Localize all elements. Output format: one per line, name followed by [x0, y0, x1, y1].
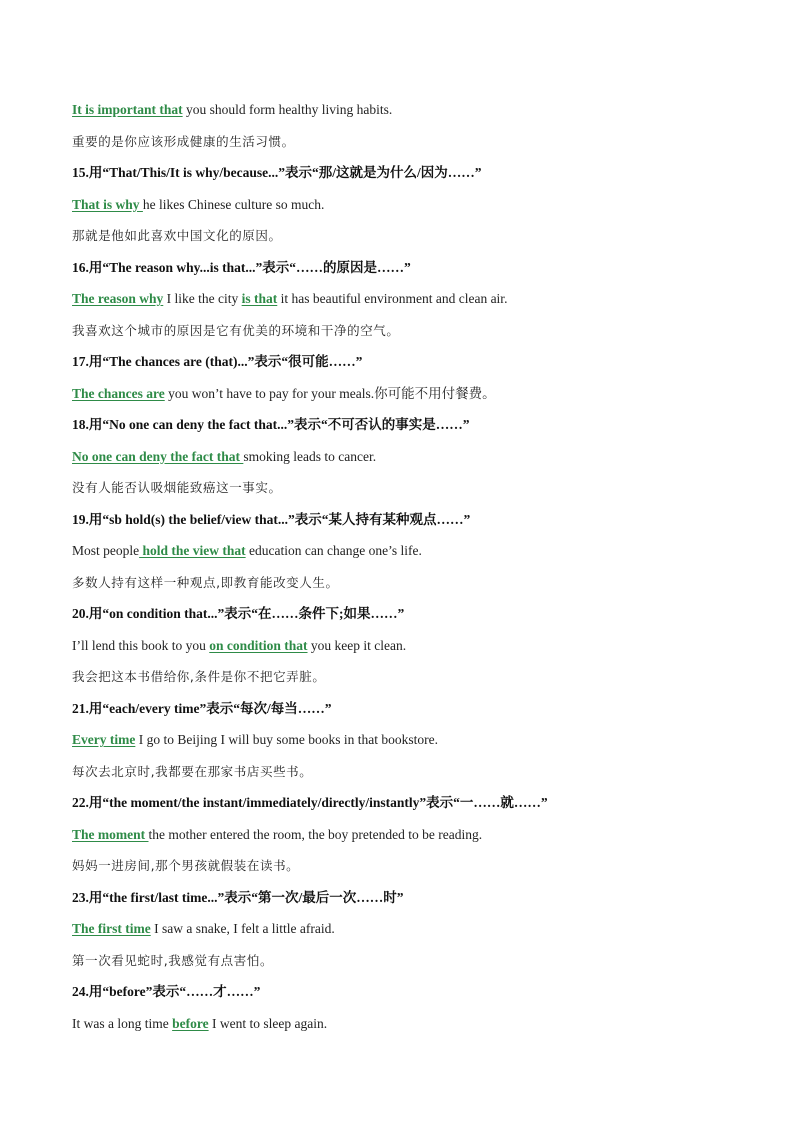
- pattern-heading: 18.用“No one can deny the fact that...”表示“不可否认的事实是……”: [72, 417, 470, 432]
- example-sentence: [72, 448, 732, 466]
- key-phrase: No one can deny the fact that: [72, 448, 244, 464]
- translation: 妈妈一进房间,那个男孩就假装在读书。: [72, 858, 300, 873]
- key-phrase: The first time: [72, 921, 151, 936]
- pattern-heading: 22.用“the moment/the instant/immediately/directly/instantly”表示“一……就……”: [72, 795, 548, 810]
- sentence-text: I like the city: [163, 291, 242, 306]
- example-sentence: [72, 1015, 732, 1033]
- sentence-text: I’ll lend this book to you: [72, 637, 210, 653]
- example-sentence: [72, 731, 732, 749]
- sentence-text: the mother entered the room, the boy pretended to be reading.: [148, 826, 483, 842]
- sentence-text: education can change one’s life.: [245, 543, 422, 558]
- sentence-text: you won’t have to pay for your meals.你可能不用付餐费。: [164, 385, 496, 401]
- translation: 多数人持有这样一种观点,即教育能改变人生。: [72, 574, 339, 590]
- key-phrase: The reason why: [72, 291, 164, 306]
- pattern-heading: 15.用“That/This/It is why/because...”表示“那/这就是为什么/因为……”: [72, 165, 482, 180]
- sentence-text: it has beautiful environment and clean air.: [277, 291, 508, 306]
- translation: 我会把这本书借给你,条件是你不把它弄脏。: [72, 669, 326, 684]
- document-page: [72, 101, 732, 1046]
- sentence-text: Most people: [72, 543, 140, 558]
- pattern-heading: 17.用“The chances are (that)...”表示“很可能……”: [72, 354, 363, 369]
- key-phrase: before: [172, 1015, 209, 1031]
- key-phrase: is that: [241, 291, 278, 306]
- pattern-heading: 19.用“sb hold(s) the belief/view that...”表示“某人持有某种观点……”: [72, 511, 471, 527]
- key-phrase: Every time: [72, 732, 136, 747]
- example-sentence: [72, 637, 732, 655]
- pattern-heading: 23.用“the first/last time...”表示“第一次/最后一次……时”: [72, 889, 404, 905]
- example-sentence: [72, 196, 732, 214]
- key-phrase: The chances are: [72, 385, 165, 401]
- example-sentence: [72, 385, 732, 403]
- sentence-text: I went to sleep again.: [208, 1015, 328, 1031]
- sentence-text: you should form healthy living habits.: [182, 102, 393, 117]
- example-sentence: [72, 920, 732, 938]
- pattern-heading: 16.用“The reason why...is that...”表示“……的原因是……”: [72, 259, 411, 275]
- translation: 我喜欢这个城市的原因是它有优美的环境和干净的空气。: [72, 322, 400, 338]
- example-sentence: [72, 826, 732, 844]
- sentence-text: I saw a snake, I felt a little afraid.: [150, 921, 335, 936]
- translation: 第一次看见蛇时,我感觉有点害怕。: [72, 952, 274, 968]
- sentence-text: you keep it clean.: [307, 637, 407, 653]
- key-phrase: on condition that: [209, 637, 308, 653]
- translation: 那就是他如此喜欢中国文化的原因。: [72, 228, 282, 243]
- key-phrase: It is important that: [72, 102, 183, 117]
- pattern-heading: 24.用“before”表示“……才……”: [72, 984, 261, 999]
- sentence-text: smoking leads to cancer.: [243, 448, 377, 464]
- sentence-text: It was a long time: [72, 1015, 173, 1031]
- translation: 重要的是你应该形成健康的生活习惯。: [72, 133, 295, 149]
- sentence-text: he likes Chinese culture so much.: [142, 196, 325, 212]
- translation: 每次去北京时,我都要在那家书店买些书。: [72, 763, 313, 779]
- example-sentence: [72, 290, 732, 308]
- pattern-heading: 21.用“each/every time”表示“每次/每当……”: [72, 700, 332, 716]
- key-phrase: The moment: [72, 826, 149, 842]
- sentence-text: I go to Beijing I will buy some books in that bookstore.: [135, 732, 438, 747]
- pattern-heading: 20.用“on condition that...”表示“在……条件下;如果……”: [72, 606, 405, 621]
- example-sentence: [72, 101, 732, 119]
- key-phrase: That is why: [72, 196, 143, 212]
- key-phrase: hold the view that: [139, 543, 246, 558]
- example-sentence: [72, 542, 732, 560]
- translation: 没有人能否认吸烟能致癌这一事实。: [72, 480, 282, 495]
